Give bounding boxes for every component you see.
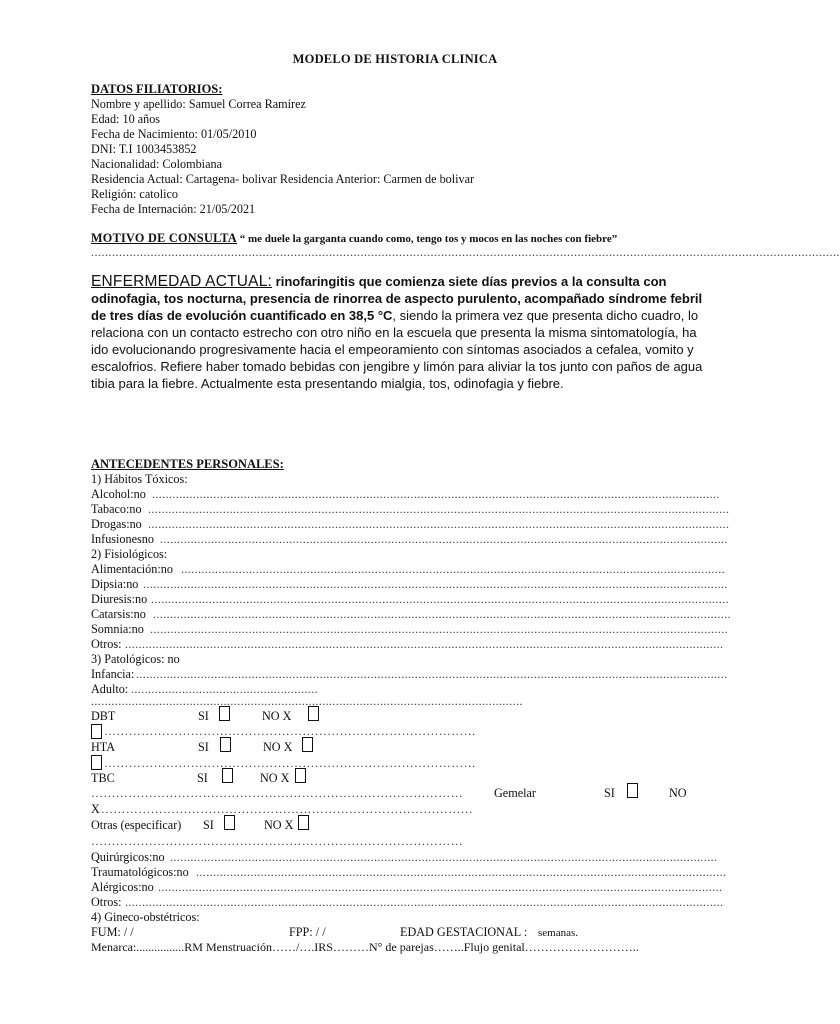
traumatologicos-line	[91, 865, 189, 879]
gemelar-si-box	[627, 783, 638, 798]
dbt-si-box	[219, 706, 230, 721]
motivo-label: MOTIVO DE CONSULTA	[91, 231, 238, 245]
fisiologicos-title: 2) Fisiológicos:	[91, 547, 168, 561]
document-title: MODELO DE HISTORIA CLINICA	[292, 52, 498, 66]
infusiones-label: Infusionesno	[91, 532, 154, 546]
semanas-label: semanas.	[538, 927, 579, 939]
hta-extra-checkbox[interactable]	[91, 755, 102, 770]
patologicos-title: 3) Patológicos: no	[91, 652, 180, 666]
motivo-consulta	[91, 231, 617, 246]
infancia-label: Infancia:	[91, 667, 135, 681]
dbt-no-label: NO X	[262, 709, 292, 723]
dbt-si-checkbox[interactable]	[219, 706, 230, 721]
catarsis-label: Catarsis:no	[91, 607, 146, 621]
tbc-si-label: SI	[197, 771, 208, 785]
diuresis-leader: ..........................................................................................................................................................................	[151, 592, 729, 606]
catarsis-leader: ..........................................................................................................................................................................	[153, 607, 731, 621]
alergicos-line	[91, 880, 154, 894]
infusiones-line	[91, 532, 154, 546]
somnia-leader: ..........................................................................................................................................................................	[150, 622, 728, 636]
somnia-label: Somnia:no	[91, 622, 144, 636]
dbt-no-box	[308, 706, 319, 721]
dbt-extra-checkbox[interactable]	[91, 724, 102, 739]
tbc-label: TBC	[91, 771, 115, 785]
dni-line: DNI: T.I 1003453852	[91, 142, 197, 156]
adulto-label: Adulto:	[91, 682, 129, 696]
dbt-extra-box	[91, 724, 102, 739]
diuresis-line	[91, 592, 147, 606]
datos-header: DATOS FILIATORIOS:	[91, 82, 223, 96]
tabaco-leader: ...........................................................................................................................................................................	[148, 502, 730, 516]
tbc-leader: ………………………………………………………………………………	[91, 786, 463, 800]
infusiones-leader: .......................................................................................................................................................................	[160, 532, 728, 546]
adulto-leader-2: ...............................................................................................................................	[91, 694, 523, 708]
alcohol-line	[91, 487, 146, 501]
gemelar-label: Gemelar	[494, 786, 536, 800]
fum-field: FUM: / /	[91, 925, 134, 939]
tbc-no-box	[295, 768, 306, 783]
dipsia-label: Dipsia:no	[91, 577, 139, 591]
adulto-leader: .......................................................	[131, 682, 318, 696]
catarsis-line	[91, 607, 146, 621]
drogas-label: Drogas:no	[91, 517, 142, 531]
alimentacion-line	[91, 562, 173, 576]
hta-si-label: SI	[198, 740, 209, 754]
hta-no-label: NO X	[263, 740, 293, 754]
tbc-si-checkbox[interactable]	[222, 768, 233, 783]
dbt-label: DBT	[91, 709, 116, 723]
enfermedad-label: ENFERMEDAD ACTUAL:	[91, 273, 273, 290]
enfermedad-bold-text: rinofaringitis que comienza siete días previos a la consulta con odinofagia, tos nocturna, presencia de rinorrea de aspecto purulento, acompañado síndrome febril de tres días de evolución cuantificado en 38,5 °C	[91, 274, 703, 323]
religion-line: Religión: catolico	[91, 187, 178, 201]
otros-leader: ................................................................................................................................................................................	[125, 895, 724, 909]
hta-no-box	[302, 737, 313, 752]
otros-fisiologicos-line	[91, 637, 121, 651]
motivo-text: “ me duele la garganta cuando como, tengo tos y mocos en las noches con fiebre”	[237, 233, 618, 245]
quirurgicos-leader: .................................................................................................................................................................	[170, 850, 718, 864]
otras-si-checkbox[interactable]	[224, 815, 235, 830]
alimentacion-label: Alimentación:no	[91, 562, 173, 576]
otras-leader: ………………………………………………………………………………	[91, 834, 463, 848]
tabaco-label: Tabaco:no	[91, 502, 142, 516]
somnia-line	[91, 622, 144, 636]
habitos-title: 1) Hábitos Tóxicos:	[91, 472, 188, 486]
fpp-field: FPP: / /	[289, 925, 326, 939]
otras-no-checkbox[interactable]	[298, 815, 309, 830]
enfermedad-actual	[91, 273, 703, 392]
tbc-si-box	[222, 768, 233, 783]
nombre-line: Nombre y apellido: Samuel Correa Ramírez	[91, 97, 306, 111]
hta-si-checkbox[interactable]	[220, 737, 231, 752]
alergicos-label: Alérgicos:no	[91, 880, 154, 894]
alcohol-label: Alcohol:no	[91, 487, 146, 501]
otras-no-label: NO X	[264, 818, 294, 832]
traumatologicos-label: Traumatológicos:no	[91, 865, 189, 879]
fecha-internacion-line: Fecha de Internación: 21/05/2021	[91, 202, 256, 216]
gemelar-si-label: SI	[604, 786, 615, 800]
hta-label: HTA	[91, 740, 116, 754]
dipsia-line	[91, 577, 138, 591]
dipsia-leader: ............................................................................................................................................................................	[143, 577, 728, 591]
motivo-dotted-line: ......................................................................................................................................................................................................................	[91, 245, 840, 259]
alcohol-leader: .......................................................................................................................................................................	[152, 487, 720, 501]
menarca-line: Menarca:................RM Menstruación……/….IRS………N° de parejas……..Flujo genital………………………..	[91, 940, 639, 954]
dbt-si-label: SI	[198, 709, 209, 723]
drogas-leader: ...........................................................................................................................................................................	[148, 517, 730, 531]
edad-line: Edad: 10 años	[91, 112, 161, 126]
tbc-no-label: NO X	[260, 771, 290, 785]
otros-fisiologicos-label: Otros:	[91, 637, 122, 651]
hta-no-checkbox[interactable]	[302, 737, 313, 752]
hta-si-box	[220, 737, 231, 752]
dbt-no-checkbox[interactable]	[308, 706, 319, 721]
diuresis-label: Diuresis:no	[91, 592, 148, 606]
alergicos-leader: ......................................................................................................................................................................	[158, 880, 723, 894]
otras-si-box	[224, 815, 235, 830]
hta-leader: ………………………………………………………………………………	[104, 756, 476, 770]
edad-gestacional-label: EDAD GESTACIONAL :	[400, 925, 528, 939]
gemelar-si-checkbox[interactable]	[627, 783, 638, 798]
gineco-title: 4) Gineco-obstétricos:	[91, 910, 200, 924]
otras-si-label: SI	[203, 818, 214, 832]
otros-fisiologicos-leader: ................................................................................................................................................................................	[125, 637, 724, 651]
gemelar-no-label: NO	[669, 786, 687, 800]
drogas-line	[91, 517, 142, 531]
gemelar-x-label: X	[91, 802, 100, 816]
otros-line	[91, 895, 121, 909]
infancia-leader: ..............................................................................................................................................................................	[136, 667, 728, 681]
hta-extra-box	[91, 755, 102, 770]
gemelar-leader: ………………………………………………………………………………	[101, 802, 473, 816]
quirurgicos-line	[91, 850, 165, 864]
infancia-line	[91, 667, 134, 681]
dbt-leader: ………………………………………………………………………………	[104, 724, 476, 738]
fecha-nacimiento-line: Fecha de Nacimiento: 01/05/2010	[91, 127, 257, 141]
tbc-no-checkbox[interactable]	[295, 768, 306, 783]
enfermedad-text: , siendo la primera vez que presenta dicho cuadro, lo relaciona con un contacto estrecho con otro niño en la escuela que presenta la misma sintomatología, ha ido evolucionando progresivamente hacia el empeoramiento con síntomas asociados a cefalea, vomito y escalofrios. Refiere haber tomado bebidas con jengibre y limón para aliviar la tos junto con paños de agua tibia para la fiebre. Actualmente esta presentando mialgia, tos, odinofagia y fiebre.	[91, 308, 703, 391]
alimentacion-leader: ................................................................................................................................................................	[181, 562, 725, 576]
traumatologicos-leader: ............................................................................................................................................................	[196, 865, 727, 879]
otros-label: Otros:	[91, 895, 122, 909]
quirurgicos-label: Quirúrgicos:no	[91, 850, 165, 864]
antecedentes-header: ANTECEDENTES PERSONALES:	[91, 457, 284, 471]
nacionalidad-line: Nacionalidad: Colombiana	[91, 157, 222, 171]
otras-no-box	[298, 815, 309, 830]
residencia-line: Residencia Actual: Cartagena- bolivar Residencia Anterior: Carmen de bolivar	[91, 172, 475, 186]
otras-label: Otras (especificar)	[91, 818, 182, 832]
tabaco-line	[91, 502, 142, 516]
